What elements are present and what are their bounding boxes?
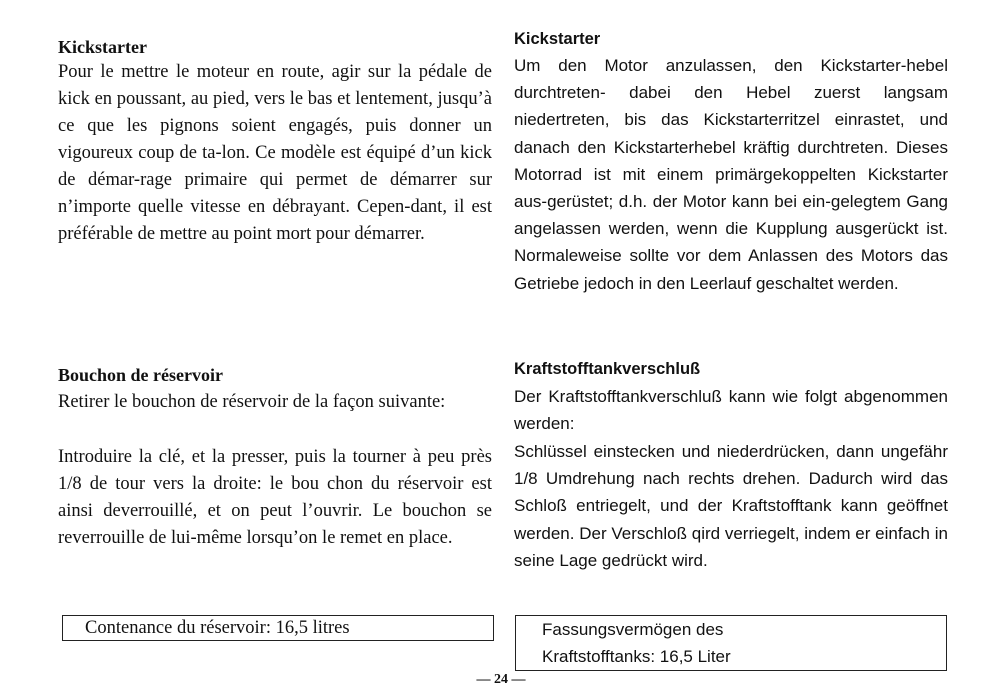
fr-kickstarter-heading: Kickstarter [58, 37, 147, 57]
fr-tank-cap-text: Introduire la clé, et la presser, puis la tourner à peu près 1/8 de tour vers la droite: le bou chon du réservoir est ainsi deverrouillé, et on peut l’ouvrir. Le bouchon se reverrouille de lui-même lorsqu’on le remet en place. [58, 447, 492, 548]
de-tank-cap-intro: Der Kraftstofftankverschluß kann wie folgt abgenommen werden: [514, 387, 948, 434]
fr-tank-cap-intro: Retirer le bouchon de réservoir de la façon suivante: [58, 392, 446, 412]
fr-capacity-box [62, 615, 494, 641]
de-kickstarter-text: Um den Motor anzulassen, den Kickstarter-hebel durchtreten- dabei den Hebel zuerst langsam niedertreten, bis das Kickstarterritzel einrastet, und danach den Kickstarterhebel kräftig durchtreten. Dieses Motorrad ist mit einem primärgekoppelten Kickstarter aus-gerüstet; d.h. der Motor kann bei ein-gelegtem Gang angelassen werden, wenn die Kupplung ausgerückt ist. Normaleweise sollte vor dem Anlassen des Motors das Getriebe jedoch in den Leerlauf geschaltet werden. [514, 56, 948, 293]
fr-tank-cap-heading: Bouchon de réservoir [58, 365, 223, 385]
de-kickstarter-heading: Kickstarter [514, 30, 601, 48]
fr-capacity-text: Contenance du réservoir: 16,5 litres [85, 618, 350, 638]
de-capacity-line-2: Kraftstofftanks: 16,5 Liter [542, 647, 731, 666]
de-capacity-line-1: Fassungsvermögen des [542, 620, 724, 639]
fr-kickstarter-text: Pour le mettre le moteur en route, agir sur la pédale de kick en poussant, au pied, vers le bas et lentement, jusqu’à ce que les pignons soient engagés, puis donner un vigoureux coup de ta-lon. Ce modèle est équipé d’un kick de démar-rage primaire qui permet de démarrer sur n’importe quelle vitesse en débrayant. Cepen-dant, il est préférable de mettre au point mort pour démarrer. [58, 62, 492, 244]
de-tank-cap-heading: Kraftstofftankverschluß [514, 360, 701, 378]
page-number: — 24 — [476, 672, 526, 687]
de-capacity-box [515, 615, 947, 671]
de-tank-cap-text: Schlüssel einstecken und niederdrücken, dann ungefähr 1/8 Umdrehung nach rechts drehen. Dadurch wird das Schloß entriegelt, und der Kraftstofftank kann geöffnet werden. Der Verschloß qird verriegelt, indem er einfach in seine Lage gedrückt wird. [514, 442, 948, 570]
